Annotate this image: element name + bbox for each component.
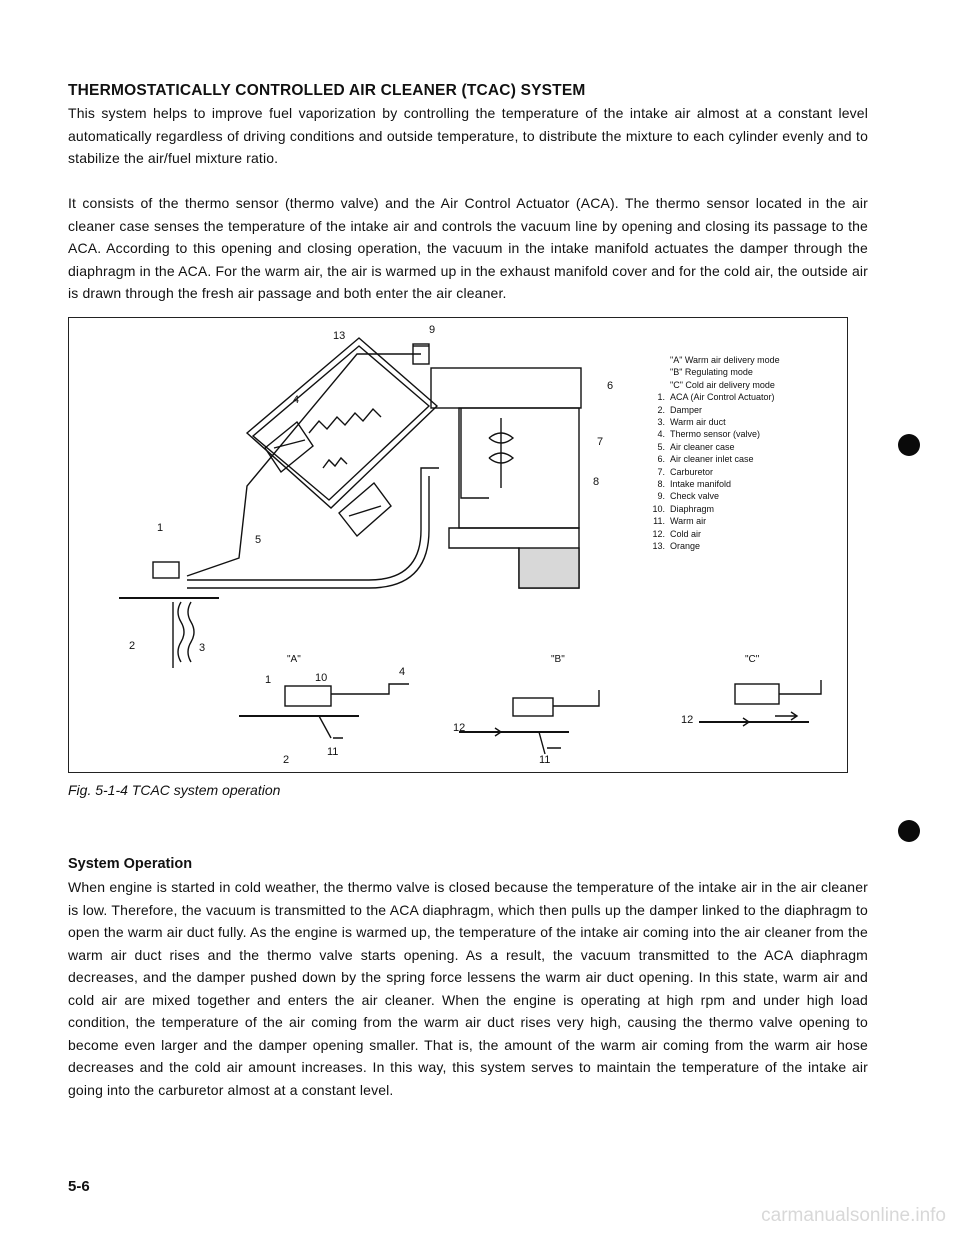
callout-a-2: 2 bbox=[283, 754, 290, 766]
air-cleaner-case-outline bbox=[247, 338, 437, 508]
mode-a-aca bbox=[285, 686, 331, 706]
callout-b-12: 12 bbox=[453, 722, 466, 734]
tcac-figure bbox=[68, 317, 848, 773]
callout-1: 1 bbox=[157, 522, 164, 534]
legend-item: 2. Damper bbox=[657, 404, 703, 415]
figure-caption: Fig. 5-1-4 TCAC system operation bbox=[68, 782, 281, 798]
legend-item: 7. Carburetor bbox=[657, 466, 714, 477]
legend-item: 3. Warm air duct bbox=[657, 417, 726, 428]
mode-label-a: "A" bbox=[287, 654, 301, 665]
carburetor-body bbox=[459, 408, 579, 528]
section-title: THERMOSTATICALLY CONTROLLED AIR CLEANER (TCAC) SYSTEM bbox=[68, 82, 586, 99]
filter-element-lower bbox=[339, 483, 391, 536]
inlet-case-shape bbox=[431, 368, 581, 408]
callout-a-1: 1 bbox=[265, 674, 272, 686]
callout-4: 4 bbox=[293, 394, 300, 406]
legend-item: "A" Warm air delivery mode bbox=[670, 355, 780, 365]
filter-element-upper bbox=[265, 422, 313, 472]
aca-shape bbox=[153, 562, 179, 578]
intro-paragraph-2: It consists of the thermo sensor (thermo valve) and the Air Control Actuator (ACA). The thermo sensor located in the air cleaner case senses the temperature of the intake air and controls the vacuum line by opening and closing its passage to the ACA. According to this opening and closing operation, the vacuum in the intake manifold actuates the damper through the diaphragm in the ACA. For the warm air, the air is warmed up in the exhaust manifold cover and for the cold air, the outside air is drawn through the fresh air passage and both enter the air cleaner. bbox=[68, 195, 868, 301]
callout-a-11: 11 bbox=[327, 746, 339, 758]
thermo-sensor-bellows bbox=[309, 409, 381, 433]
callout-6: 6 bbox=[607, 380, 614, 392]
vacuum-hose bbox=[187, 354, 421, 576]
legend-item: 9. Check valve bbox=[657, 491, 720, 502]
legend-item: 8. Intake manifold bbox=[657, 479, 732, 490]
legend-item: "B" Regulating mode bbox=[670, 367, 753, 378]
callout-b-11: 11 bbox=[539, 754, 551, 766]
legend-item: 12. Cold air bbox=[652, 528, 702, 539]
binder-hole-upper bbox=[898, 434, 920, 456]
mode-label-c: "C" bbox=[745, 654, 760, 665]
system-operation-heading: System Operation bbox=[68, 856, 193, 872]
figure-legend bbox=[649, 354, 844, 553]
mode-c-aca bbox=[735, 684, 779, 704]
operation-paragraph: When engine is started in cold weather, the thermo valve is closed because the temperature of the intake air in the air cleaner is low. Therefore, the vacuum is transmitted to the ACA diaphragm, which then pulls up the damper linked to the diaphragm to open the warm air duct fully. As the engine is warmed up, the temperature of the intake air coming into the air cleaner from the warm air duct rises and the thermo valve starts opening. As a result, the vacuum transmitted to the ACA diaphragm decreases, and the damper pushed down by the spring force lessens the warm air duct opening. In this state, warm air and cold air are mixed together and enters the air cleaner. When the engine is operating at high rpm and under high load condition, the temperature of the air coming from the warm air duct rises very high, causing the thermo valve opening to become even larger and the damper opening smaller. That is, the amount of the warm air coming from the warm air hose decreases and the cold air amount increases. In this way, this system serves to maintain the temperature of the intake air going into the carburetor almost at a constant level. bbox=[68, 879, 868, 1098]
callout-7: 7 bbox=[597, 436, 604, 448]
watermark: carmanualsonline.info bbox=[761, 1205, 946, 1226]
legend-item: 13. Orange bbox=[652, 541, 701, 552]
page-number: 5-6 bbox=[68, 1178, 90, 1195]
mode-label-b: "B" bbox=[551, 654, 565, 665]
callout-5: 5 bbox=[255, 534, 262, 546]
callout-c-12: 12 bbox=[681, 714, 694, 726]
callout-8: 8 bbox=[593, 476, 600, 488]
binder-hole-lower bbox=[898, 820, 920, 842]
legend-item: 1. ACA (Air Control Actuator) bbox=[657, 392, 775, 403]
callout-13: 13 bbox=[333, 330, 346, 342]
callout-2: 2 bbox=[129, 640, 136, 652]
callout-a-10: 10 bbox=[315, 672, 328, 684]
callout-a-4: 4 bbox=[399, 666, 406, 678]
callout-9: 9 bbox=[429, 324, 436, 336]
legend-item: 4. Thermo sensor (valve) bbox=[657, 429, 761, 440]
legend-item: 6. Air cleaner inlet case bbox=[657, 454, 754, 465]
legend-item: 11. Warm air bbox=[653, 516, 707, 527]
legend-item: "C" Cold air delivery mode bbox=[670, 379, 775, 390]
mode-b-aca bbox=[513, 698, 553, 716]
callout-3: 3 bbox=[199, 642, 206, 654]
legend-item: 10. Diaphragm bbox=[652, 503, 715, 514]
intro-paragraph-1: This system helps to improve fuel vaporization by controlling the temperature of the intake air almost at a constant level automatically regardless of driving conditions and outside temperature, to distribute the mixture to each cylinder evenly and to stabilize the air/fuel mixture ratio. bbox=[68, 105, 868, 166]
legend-item: 5. Air cleaner case bbox=[657, 441, 735, 452]
